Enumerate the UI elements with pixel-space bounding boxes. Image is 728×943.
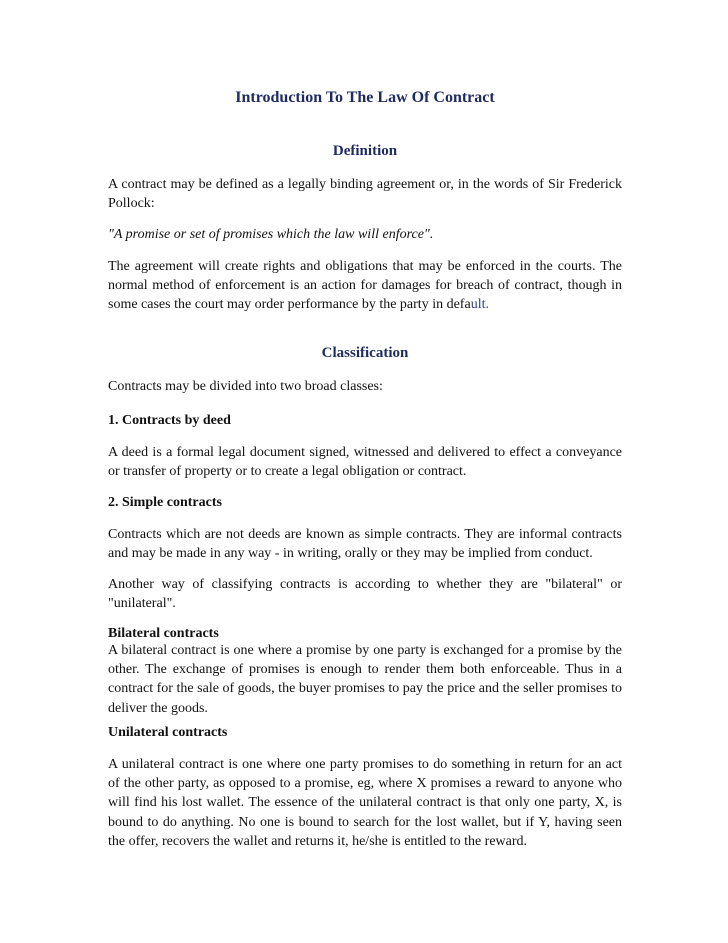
classification-heading: Classification <box>321 345 409 361</box>
enforcement-paragraph <box>108 257 622 315</box>
simple-contracts-heading: 2. Simple contracts <box>108 495 222 510</box>
document-title: Introduction To The Law Of Contract <box>235 89 495 106</box>
classification-another-way: Another way of classifying contracts is according to whether they are "bilateral" or "unilateral". <box>108 577 622 612</box>
bilateral-paragraph: A bilateral contract is one where a promise by one party is exchanged for a promise by the other. The exchange of promises is enough to render them both enforceable. Thus in a contract for the sale of goods, the buyer promises to pay the price and the seller promises to deliver the goods. <box>108 643 622 716</box>
deed-paragraph: A deed is a formal legal document signed, witnessed and delivered to effect a conveyance or transfer of property or to create a legal obligation or contract. <box>108 445 622 480</box>
definition-heading: Definition <box>332 143 398 159</box>
unilateral-paragraph: A unilateral contract is one where one party promises to do something in return for an act of the other party, as opposed to a promise, eg, where X promises a reward to anyone who will find his lost wallet. The essence of the unilateral contract is that only one party, X, is bound to do anything. No one is bound to search for the lost wallet, but if Y, having seen the offer, recovers the wallet and returns it, he/she is entitled to the reward. <box>108 757 622 849</box>
deed-heading: 1. Contracts by deed <box>108 413 231 428</box>
enforcement-link-text[interactable]: ult. <box>470 297 489 313</box>
classification-intro: Contracts may be divided into two broad classes: <box>108 379 383 394</box>
definition-paragraph: A contract may be defined as a legally binding agreement or, in the words of Sir Frederick Pollock: <box>108 177 622 212</box>
unilateral-heading: Unilateral contracts <box>108 725 228 740</box>
bilateral-heading: Bilateral contracts <box>108 626 219 641</box>
simple-contracts-paragraph: Contracts which are not deeds are known as simple contracts. They are informal contracts and may be made in any way - in writing, orally or they may be implied from conduct. <box>108 527 622 562</box>
enforcement-text: The agreement will create rights and obligations that may be enforced in the courts. The normal method of enforcement is an action for damages for breach of contract, though in some cases the court may order performance by the party in defa <box>108 259 622 313</box>
definition-quote: "A promise or set of promises which the law will enforce". <box>108 227 434 242</box>
